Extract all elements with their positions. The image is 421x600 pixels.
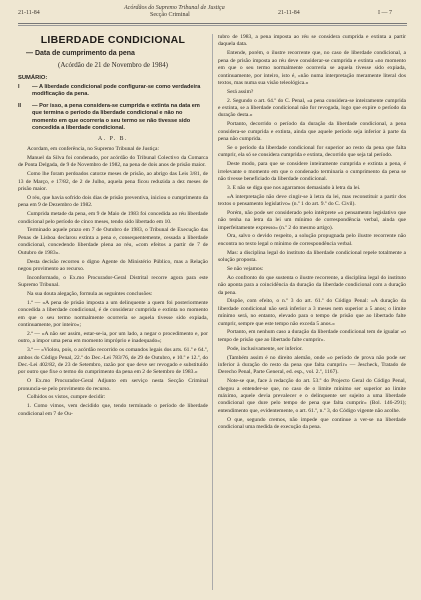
body-paragraph: Portanto, em nenhum caso a duração da liberdade condicional tem de igualar «o tempo de prisão que ao libertado falte cumprir». — [218, 329, 406, 343]
column-divider — [212, 34, 213, 590]
body-paragraph: Será assim? — [227, 88, 254, 95]
summary-list — [18, 84, 208, 132]
summary-item-number: I — [18, 84, 20, 90]
ruling-date: (Acórdão de 21 de Novembro de 1984) — [57, 61, 169, 69]
body-paragraph: Mas: a disciplina legal do instituto da liberdade condicional repele totalmente a solução proposta. — [218, 249, 406, 264]
summary-item-number: II — [18, 102, 22, 109]
body-paragraph: Entende, porém, o ilustre recorrente que, no caso de liberdade condicional, a pena de prisão imposta ao réu deve considerar-se cumprida e extinta «no momento em que o seu termo normalmente ocorreria se aquela tivesse sido expiada, continuamente, por inteiro, isto é, «não numa interpretação meramente literal dos textos, mas numa sua visão teleológica.» — [218, 50, 406, 86]
header-page-number: I — 7 — [378, 10, 392, 16]
body-paragraph: Dispõe, com efeito, o n.º 3 do art. 61.º do Código Penal: «A duração da liberdade condicional não será inferior a 3 meses nem superior a 5 anos; o limite mínimo será, no entanto, elevado para o tempo de prisão que ao libertado falte cumprir, sempre que este tempo não exceda 5 anos.» — [218, 298, 406, 327]
left-body-text — [18, 146, 208, 418]
author-initials: A. P. B. — [98, 136, 128, 143]
body-paragraph: 3. E não se diga que nos agarramos demasiado à letra da lei. — [227, 184, 361, 191]
summary-item-text: — A liberdade condicional pode configurar-se como verdadeira modificação da pena. — [32, 84, 201, 98]
body-paragraph: tubro de 1983, a pena imposta ao réu se considera cumprida e extinta a partir daquela data. — [218, 34, 406, 48]
body-paragraph: Se não vejamos: — [227, 265, 264, 272]
body-paragraph: 1.ª — «A pena de prisão imposta a um delinquente a quem foi posteriormente concedida a liberdade condicional, é de considerar cumprida e extinta no momento em que o seu termo normalmente ocorreria se aquela tivesse sido expiada, continuamente, por inteiro»; — [18, 299, 208, 329]
body-paragraph: Como lhe foram perdoados catorze meses de prisão, ao abrigo das Leis 3/81, de 13 de Março, e 17/82, de 2 de Julho, aquela pena ficou reduzida a dez meses de prisão maior. — [18, 171, 208, 193]
body-paragraph: Ao confronto do que sustenta o ilustre recorrente, a disciplina legal do instituto não aponta para a coincidência da duração da liberdade condicional com a duração da pena. — [218, 274, 406, 296]
body-paragraph: O que, segundo cremos, não impede que continue a ver-se na liberdade condicional uma medida de execução da pena. — [218, 416, 406, 431]
body-paragraph: Na sua douta alegação, formula as seguintes conclusões: — [27, 290, 153, 297]
document-subtitle: — Data de cumprimento da pena — [26, 50, 135, 57]
body-paragraph: Acordam, em conferência, no Supremo Tribunal de Justiça: — [27, 146, 160, 153]
header-rule — [18, 23, 407, 24]
body-paragraph: 2. Segundo o art. 64.º do C. Penal, «a pena considera-se inteiramente cumprida e extinta, se a liberdade condicional não for revogada, logo que expire o período da duração desta.» — [218, 97, 406, 119]
body-paragraph: Colhidos os vistos, cumpre decidir: — [27, 394, 106, 401]
header-rule-secondary — [18, 25, 407, 26]
summary-item — [18, 103, 208, 133]
header-date-right: 21-11-84 — [278, 10, 300, 16]
body-paragraph: Note-se que, face à redacção do art. 53.º do Projecto Geral do Código Penal, chegou a entender-se que, no caso de o limite mínimo ser superior ao limite máximo, aquele devia prevalecer e o delinquente ser sujeito a uma liberdade condicional que dure pelo tempo de pena que falta cumprir» (Bol. 146-291); entendimento que, evidentemente, o art. 61.º, n.º 3, do Código vigente não acolhe. — [218, 378, 406, 414]
page-header — [0, 0, 421, 30]
body-paragraph: Deste modo, para que se considere inteiramente cumprida e extinta a pena, é irrelevante o momento em que o condenado terminaria o cumprimento da pena se não tivesse beneficiado da liberdade condicional. — [218, 161, 406, 182]
body-paragraph: 1. Como vimos, vem decidido que, tendo terminado o período de liberdade condicional em 7 de Ou- — [18, 403, 208, 417]
body-paragraph: Desta decisão recorreu o digno Agente do Ministério Público, mas a Relação negou provimento ao recurso. — [18, 258, 208, 272]
summary-item — [18, 84, 208, 99]
body-paragraph: Ora, salvo o devido respeito, a solução propugnada pelo ilustre recorrente não encontra no texto legal o mínimo de correspondência verbal. — [218, 233, 406, 247]
summary-label: SUMÁRIO: — [18, 75, 48, 81]
header-date-left: 21-11-84 — [18, 10, 40, 16]
right-body-text — [218, 34, 406, 432]
body-paragraph: Pode, inclusivamente, ser inferior. — [227, 345, 303, 352]
body-paragraph: 3.ª — «Violou, pois, o acórdão recorrido os comandos legais dos arts. 61.º e 64.º, ambos do Código Penal, 22.º do Dec.-Lei 783/76, de 29 de Outubro, e 10.º e 12.º, do Dec.-Lei 402/82, de 23 de Setembro, razão por que deve ser revogado e substituído por outro que fixe o termo do cumprimento da pena em 2 de Setembro de 1983.» — [18, 347, 208, 376]
body-paragraph: Portanto, decorrido o período da duração da liberdade condicional, a pena considera-se cumprida e extinta, ainda que aquele período seja inferior à parte da pena não cumprida. — [218, 121, 406, 143]
body-paragraph: O réu, que havia sofrido dois dias de prisão preventiva, iniciou o cumprimento da pena em 9 de Dezembro de 1982. — [18, 194, 208, 209]
body-paragraph: Porém, não pode ser considerado pelo intérprete «o pensamento legislativo que não tenha na letra da lei um mínimo de correspondência verbal, ainda que imperfeitamente expresso» (n.º 2 do mesmo artigo). — [218, 209, 406, 231]
right-column — [218, 34, 406, 433]
body-paragraph: O Ex.mo Procurador-Geral Adjunto em serviço nesta Secção Criminal pronuncia-se pelo provimento do recurso. — [18, 378, 208, 392]
body-paragraph: 2.ª — «A não ser assim, estar-se-ia, por um lado, a negar o procedimento e, por outro, a impor uma pena em momento impróprio e inadequado»; — [18, 330, 208, 345]
summary-item-text: — Por isso, a pena considera-se cumprida e extinta na data em que termina o período da liberdade condicional e não no momento em que ocorreria o seu termo se não tivesse sido concedida a liberdade condicional. — [32, 102, 200, 131]
body-paragraph: (Também assim é no direito alemão, onde «o período de prova não pode ser inferior à duração do resto da pena que falta cumprir» — Jescheck, Tratado de Derecho Penal, Parte General, ed. esp., vol. 2.º, 1167). — [218, 354, 406, 376]
body-paragraph: Se o período da liberdade condicional for superior ao resto da pena que falta cumprir, ela só se considera cumprida e extinta, decorrido que seja tal período. — [218, 144, 406, 159]
body-paragraph: Cumprida metade da pena, em 9 de Maio de 1983 foi concedida ao réu liberdade condicional pelo período de cinco meses, tendo sido libertado em 10. — [18, 211, 208, 225]
header-section: Secção Criminal — [150, 12, 190, 18]
body-paragraph: Terminado aquele prazo em 7 de Outubro de 1983, o Tribunal de Execução das Penas de Lisboa declarou extinta a pena e, consequentemente, cessada a liberdade condicional, concedendo liberdade plena ao réu, «com efeitos a partir de 7 de Outubro de 1983». — [18, 227, 208, 256]
body-paragraph: Manuel da Silva foi condenado, por acórdão do Tribunal Colectivo da Comarca de Ponta Delgada, de 9 de Novembro de 1982, na pena de dois anos de prisão maior. — [18, 155, 208, 169]
body-paragraph: Inconformado, o Ex.mo Procurador-Geral Distrital recorre agora para este Supremo Tribunal. — [18, 274, 208, 289]
body-paragraph: «A interpretação não deve cingir-se à letra da lei, mas reconstituir a partir dos textos o pensamento legislativo» (n.º 1 do art. 9.º do C. Civil). — [218, 193, 406, 207]
document-title: LIBERDADE CONDICIONAL — [40, 34, 186, 46]
left-column — [18, 34, 208, 419]
header-court-name: Acórdãos do Supremo Tribunal de Justiça — [124, 5, 225, 11]
